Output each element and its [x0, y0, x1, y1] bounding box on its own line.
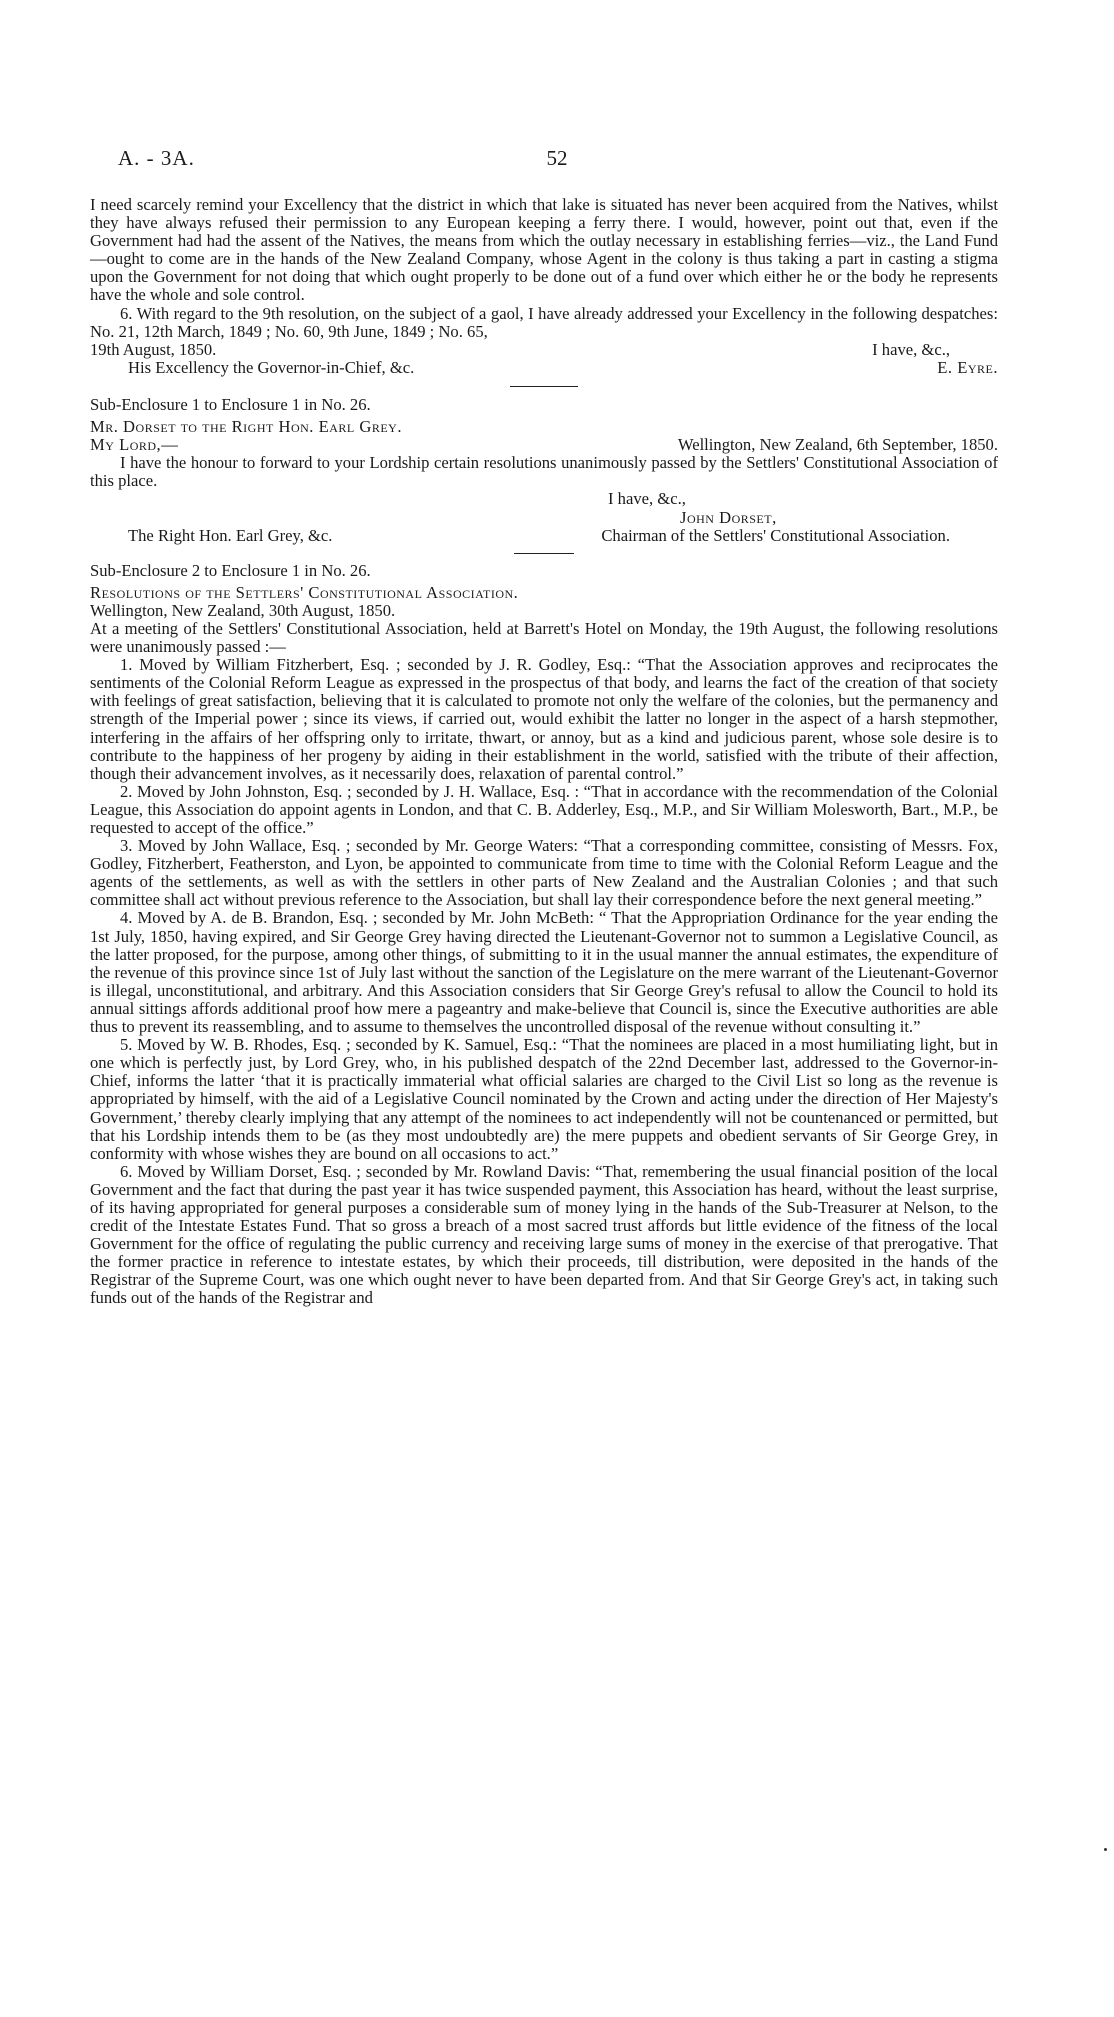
letter-close-block	[90, 490, 998, 526]
resolution-item: 6. Moved by William Dorset, Esq. ; seconded by Mr. Rowland Davis: “That, remembering the usual financial position of the local Government and the fact that during the past year it has twice suspended payment, this Association has heard, without the least surprise, of its having appropriated for general purposes a considerable sum of money lying in the hands of the Sub-Treasurer at Nelson, to the credit of the Intestate Estates Fund. That so gross a breach of a most sacred trust affords but little evidence of the fitness of the local Government for the office of regulating the public currency and receiving large sums of money in the exercise of that prerogative. That the former practice in reference to intestate estates, by which their proceeds, till distribution, were deposited in the hands of the Registrar of the Supreme Court, was one which ought never to have been departed from. And that Sir George Grey's act, in taking such funds out of the hands of the Registrar and	[90, 1161, 998, 1308]
salutation: My Lord,—	[90, 435, 179, 455]
despatch-date: 19th August, 1850.	[90, 339, 217, 359]
letter-close: I have, &c.,	[872, 339, 950, 359]
page-header	[118, 146, 996, 176]
sub-enclosure-1-title: Mr. Dorset to the Right Hon. Earl Grey.	[90, 417, 402, 437]
letter-place-date: Wellington, New Zealand, 6th September, 1850.	[677, 435, 998, 455]
resolution-item: 2. Moved by John Johnston, Esq. ; seconded by J. H. Wallace, Esq. : “That in accordance with the recommendation of the Colonial League, this Association do appoint agents in London, and that C. B. Adderley, Esq., M.P., and Sir William Molesworth, Bart., M.P., be requested to accept of the office.”	[90, 781, 998, 837]
document-reference: A. - 3A.	[118, 146, 195, 170]
page-content	[90, 196, 998, 1308]
paragraph-six: 6. With regard to the 9th resolution, on the subject of a gaol, I have already addressed your Excellency in the following despatches: No. 21, 12th March, 1849 ; No. 60, 9th June, 1849 ; No. 65,	[90, 303, 998, 341]
letter-signature: E. Eyre.	[937, 357, 998, 377]
scan-mark	[1104, 1848, 1107, 1851]
date-close-row	[90, 341, 998, 359]
page-number: 52	[546, 146, 568, 170]
letter-close: I have, &c.,	[608, 489, 686, 509]
resolutions-place-date: Wellington, New Zealand, 30th August, 1850.	[90, 600, 396, 620]
section-divider	[510, 386, 578, 387]
letter-body: I have the honour to forward to your Lordship certain resolutions unanimously passed by the Settlers' Constitutional Association of this place.	[90, 453, 998, 491]
signer-title: Chairman of the Settlers' Constitutional Association.	[601, 525, 950, 545]
section-divider	[514, 553, 574, 554]
resolution-item: 3. Moved by John Wallace, Esq. ; seconded by Mr. George Waters: “That a corresponding committee, consisting of Messrs. Fox, Godley, Fitzherbert, Featherston, and Lyon, be appointed to communicate from time to time with the Colonial Reform League and the agents of the settlements, as well as with the settlers in other parts of New Zealand and the Australian Colonies ; and that such committee shall act without previous reference to the Association, but shall lay their correspondence before the next general meeting.”	[90, 836, 998, 910]
opening-paragraph: I need scarcely remind your Excellency that the district in which that lake is situated has never been acquired from the Natives, whilst they have always refused their permission to any European keeping a ferry there. I would, however, point out that, even if the Government had had the assent of the Natives, the means from which the outlay necessary in establishing ferries—viz., the Land Fund—ought to come are in the hands of the New Zealand Company, whose Agent in the colony is thus taking a part in casting a stigma upon the Government for not doing that which ought properly to be done out of a fund over which either he or the body he represents have the whole and sole control.	[90, 195, 998, 305]
sub-enclosure-2-heading: Sub-Enclosure 2 to Enclosure 1 in No. 26.	[90, 560, 371, 580]
sub-enclosure-1-heading: Sub-Enclosure 1 to Enclosure 1 in No. 26.	[90, 394, 371, 414]
resolutions-intro: At a meeting of the Settlers' Constitutional Association, held at Barrett's Hotel on Monday, the 19th August, the following resolutions were unanimously passed :—	[90, 618, 998, 657]
resolution-item: 1. Moved by William Fitzherbert, Esq. ; seconded by J. R. Godley, Esq.: “That the Association approves and reciprocates the sentiments of the Colonial Reform League as expressed in the prospectus of that body, and learns the fact of the creation of that society with feelings of great satisfaction, believing that it is calculated to promote not only the welfare of the colonies, but the permanency and strength of the Imperial power ; since its views, if carried out, would exhibit the latter no longer in the aspect of a harsh stepmother, interfering in the affairs of her offspring only to irritate, thwart, or annoy, but as a kind and judicious parent, whose sole desire is to contribute to the happiness of her progeny by aiding in their establishment in the world, satisfied with the tribute of their affection, though their advancement involves, as it necessarily does, relaxation of parental control.”	[90, 655, 998, 783]
salutation-row	[90, 436, 998, 454]
addressee-signature-row	[90, 359, 998, 377]
resolution-item: 4. Moved by A. de B. Brandon, Esq. ; seconded by Mr. John McBeth: “ That the Appropriation Ordinance for the year ending the 1st July, 1850, having expired, and Sir George Grey having directed the Lieutenant-Governor not to summon a Legislative Council, as the latter proposed, for the purpose, among other things, of submitting to it in the usual manner the annual estimates, the expenditure of the revenue of this province since 1st of July last without the sanction of the Legislature on the mere warrant of the Lieutenant-Governor is illegal, unconstitutional, and arbitrary. And this Association considers that Sir George Grey's refusal to allow the Council to hold its annual sittings affords additional proof how mere a pageantry and make-believe that Council is, since the Executive authorities are able thus to prevent its reassembling, and to assume to themselves the uncontrolled disposal of the revenue without consulting it.”	[90, 908, 998, 1037]
resolution-item: 5. Moved by W. B. Rhodes, Esq. ; seconded by K. Samuel, Esq.: “That the nominees are placed in a most humiliating light, but in one which is perfectly just, by Lord Grey, who, in his published despatch of the 22nd December last, addressed to the Governor-in-Chief, informs the latter ‘that it is practically immaterial what official salaries are charged to the Civil List so long as the revenue is appropriated by himself, with the aid of a Legislative Council nominated by the Crown and acting under the direction of Her Majesty's Government,’ thereby clearly implying that any attempt of the nominees to act independently will not be countenanced or permitted, but that his Lordship intends them to be (as they most undoubtedly are) the mere puppets and obedient servants of Sir George Grey, in conformity with whose wishes they are bound on all occasions to act.”	[90, 1035, 998, 1163]
letter-addressee: His Excellency the Governor-in-Chief, &c.	[128, 357, 415, 377]
letter-addressee: The Right Hon. Earl Grey, &c.	[128, 525, 333, 545]
signer-row	[90, 527, 998, 545]
signer-name: John Dorset,	[680, 507, 777, 527]
sub-enclosure-2-title: Resolutions of the Settlers' Constitutional Association.	[90, 582, 519, 602]
